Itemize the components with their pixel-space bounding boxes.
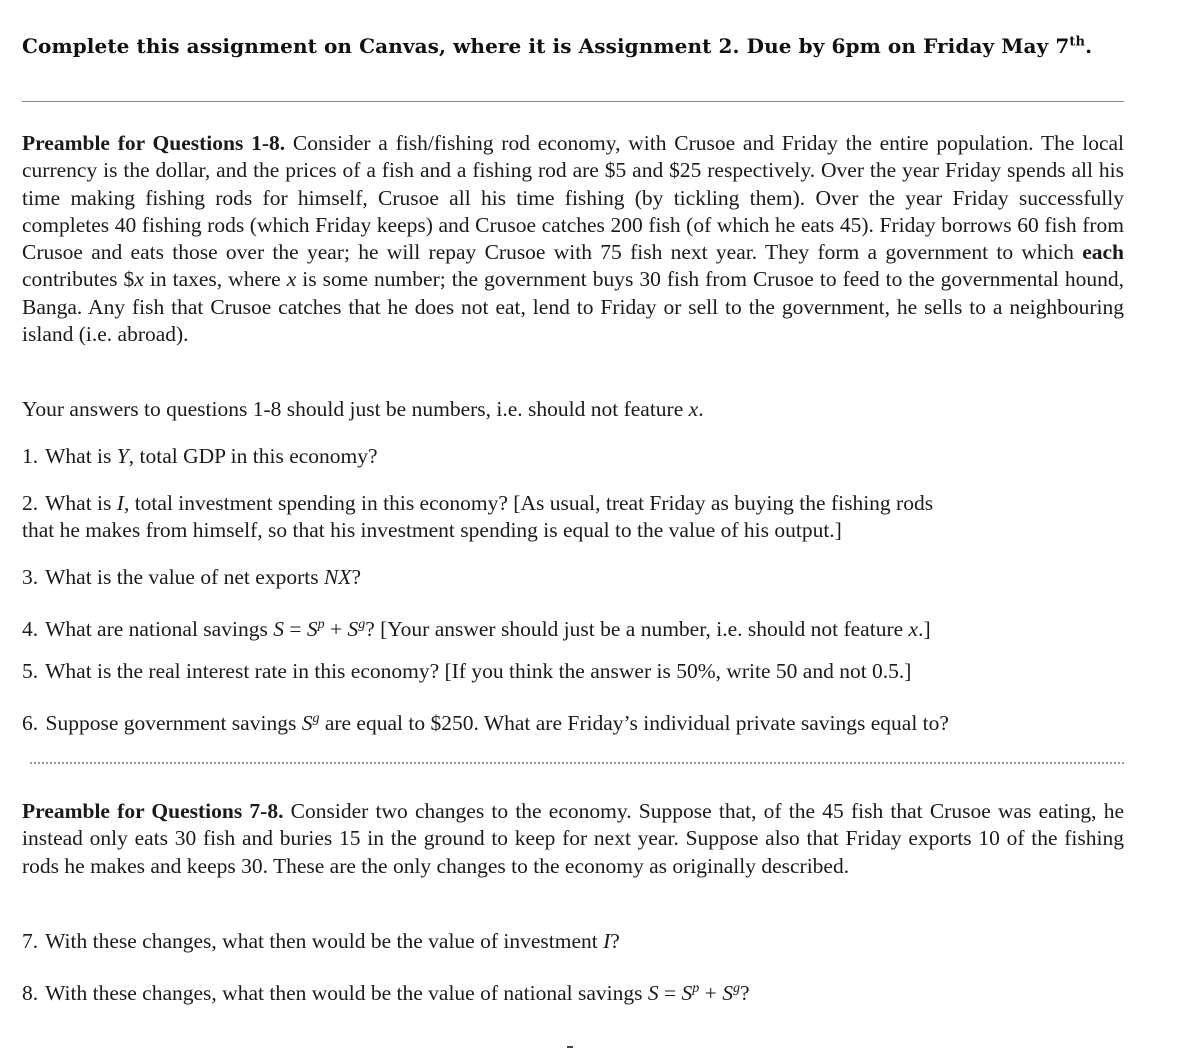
header-superscript: th <box>1069 34 1086 50</box>
question-3-text-a: What is the value of net exports <box>45 565 324 589</box>
preamble-7-8-text: Consider two changes to the economy. Suppose that, of the 45 fish that Crusoe was eating, he instead only eats 30 fish and buries 15 in the ground to keep for next year. Suppose also that Friday exports 10 of the fishing rods he makes and keeps 30. These are the only changes to the economy as originally described. <box>22 799 1124 878</box>
question-7 <box>22 928 1124 955</box>
question-4-text-a: What are national savings <box>45 617 274 642</box>
question-number: 3. <box>22 565 39 589</box>
question-4-superscript-p: p <box>317 617 325 632</box>
header-end: . <box>1085 34 1093 58</box>
assignment-header <box>22 34 1124 58</box>
question-2-variable: I <box>116 491 124 515</box>
question-4-savings-symbol: S <box>273 617 284 642</box>
question-6-savings-symbol: S <box>301 711 313 736</box>
question-2-text-b: , total investment spending in this economy? [As usual, treat Friday as buying the fishing rods <box>123 491 934 515</box>
question-number: 6. <box>22 711 39 736</box>
preamble-1-8-text-d: is some number; the government buys 30 fish from Crusoe to feed to the governmental hound, Banga. Any fish that Crusoe catches that he does not eat, lend to Friday or sell to the government, he sells to a neighbouring island (i.e. abroad). <box>22 267 1124 347</box>
question-number: 8. <box>22 981 39 1006</box>
question-5 <box>22 658 1124 685</box>
header-text: Complete this assignment on Canvas, where it is Assignment 2. Due by 6pm on Friday May 7 <box>22 34 1070 58</box>
question-2-text-line2: that he makes from himself, so that his investment spending is equal to the value of his output.] <box>22 518 842 543</box>
question-6-text-a: Suppose government savings <box>45 711 302 736</box>
question-5-text: What is the real interest rate in this economy? [If you think the answer is 50%, write 50 and not 0.5.] <box>45 659 912 683</box>
question-number: 2. <box>22 491 39 515</box>
variable-x: x <box>286 267 297 292</box>
question-7-text-b: ? <box>610 929 620 953</box>
question-4-private-savings: S <box>306 617 318 642</box>
question-3-text-b: ? <box>351 565 361 589</box>
question-4-equals: = <box>283 617 307 642</box>
preamble-1-8-text-c: in taxes, where <box>143 267 287 292</box>
preamble-1-8-bold-each: each <box>1082 240 1124 265</box>
header-divider <box>22 101 1124 102</box>
instruction-end: . <box>698 397 704 421</box>
question-7-variable: I <box>603 929 611 953</box>
question-8-government-savings: S <box>722 981 733 1006</box>
preamble-1-8-title: Preamble for Questions 1-8. <box>22 131 286 155</box>
question-1-variable: Y <box>116 444 129 468</box>
question-6 <box>22 705 1124 737</box>
question-number: 1. <box>22 444 39 468</box>
question-3 <box>22 564 1124 591</box>
question-2-text-a: What is <box>45 491 117 515</box>
question-8-superscript-p: p <box>692 981 700 996</box>
question-1-text-a: What is <box>45 444 117 468</box>
preamble-1-8-text-a: Consider a fish/fishing rod economy, with Crusoe and Friday the entire population. The local currency is the dollar, and the prices of a fish and a fishing rod are $5 and $25 respectively. Over the year Friday spends all his time making fishing rods for himself, Crusoe all his time fishing (by tickling them). Over the year Friday successfully completes 40 fishing rods (which Friday keeps) and Crusoe catches 200 fish (of which he eats 45). Friday borrows 60 fish from Crusoe and eats those over the year; he will repay Crusoe with 75 fish next year. They form a government to which <box>22 131 1125 265</box>
instruction-variable: x <box>688 397 699 421</box>
question-7-text-a: With these changes, what then would be the value of investment <box>45 929 604 953</box>
question-8 <box>22 975 1124 1007</box>
question-number: 7. <box>22 929 39 953</box>
question-4 <box>22 611 1124 643</box>
question-8-superscript-g: g <box>732 981 740 996</box>
question-8-text-a: With these changes, what then would be the value of national savings <box>45 981 648 1006</box>
question-8-private-savings: S <box>681 981 693 1006</box>
preamble-1-8-text-b: contributes $ <box>22 267 135 292</box>
answer-instruction <box>22 396 1124 423</box>
preamble-questions-7-8 <box>22 798 1124 880</box>
question-1 <box>22 443 1124 470</box>
question-8-text-b: ? <box>739 981 750 1006</box>
question-4-text-c: .] <box>918 617 931 642</box>
page-number-mark <box>567 1046 573 1048</box>
preamble-questions-1-8 <box>22 130 1124 348</box>
question-2 <box>22 490 1124 545</box>
question-8-savings-symbol: S <box>647 981 659 1006</box>
question-3-variable: NX <box>323 565 352 589</box>
question-4-text-b: ? [Your answer should just be a number, i.e. should not feature <box>365 617 909 642</box>
question-6-superscript-g: g <box>312 711 320 726</box>
question-6-text-b: are equal to $250. What are Friday’s individual private savings equal to? <box>319 711 949 736</box>
question-4-variable: x <box>908 617 919 642</box>
question-8-plus: + <box>699 981 723 1006</box>
question-1-text-b: , total GDP in this economy? <box>128 444 378 468</box>
preamble-7-8-title: Preamble for Questions 7-8. <box>22 799 284 823</box>
question-number: 5. <box>22 659 39 683</box>
question-number: 4. <box>22 617 39 642</box>
section-divider-dotted <box>30 762 1124 764</box>
variable-x: x <box>134 267 144 292</box>
question-4-plus: + <box>324 617 348 642</box>
question-8-equals: = <box>658 981 682 1006</box>
instruction-text: Your answers to questions 1-8 should just be numbers, i.e. should not feature <box>22 397 689 421</box>
question-4-superscript-g: g <box>358 617 366 632</box>
question-4-government-savings: S <box>347 617 359 642</box>
